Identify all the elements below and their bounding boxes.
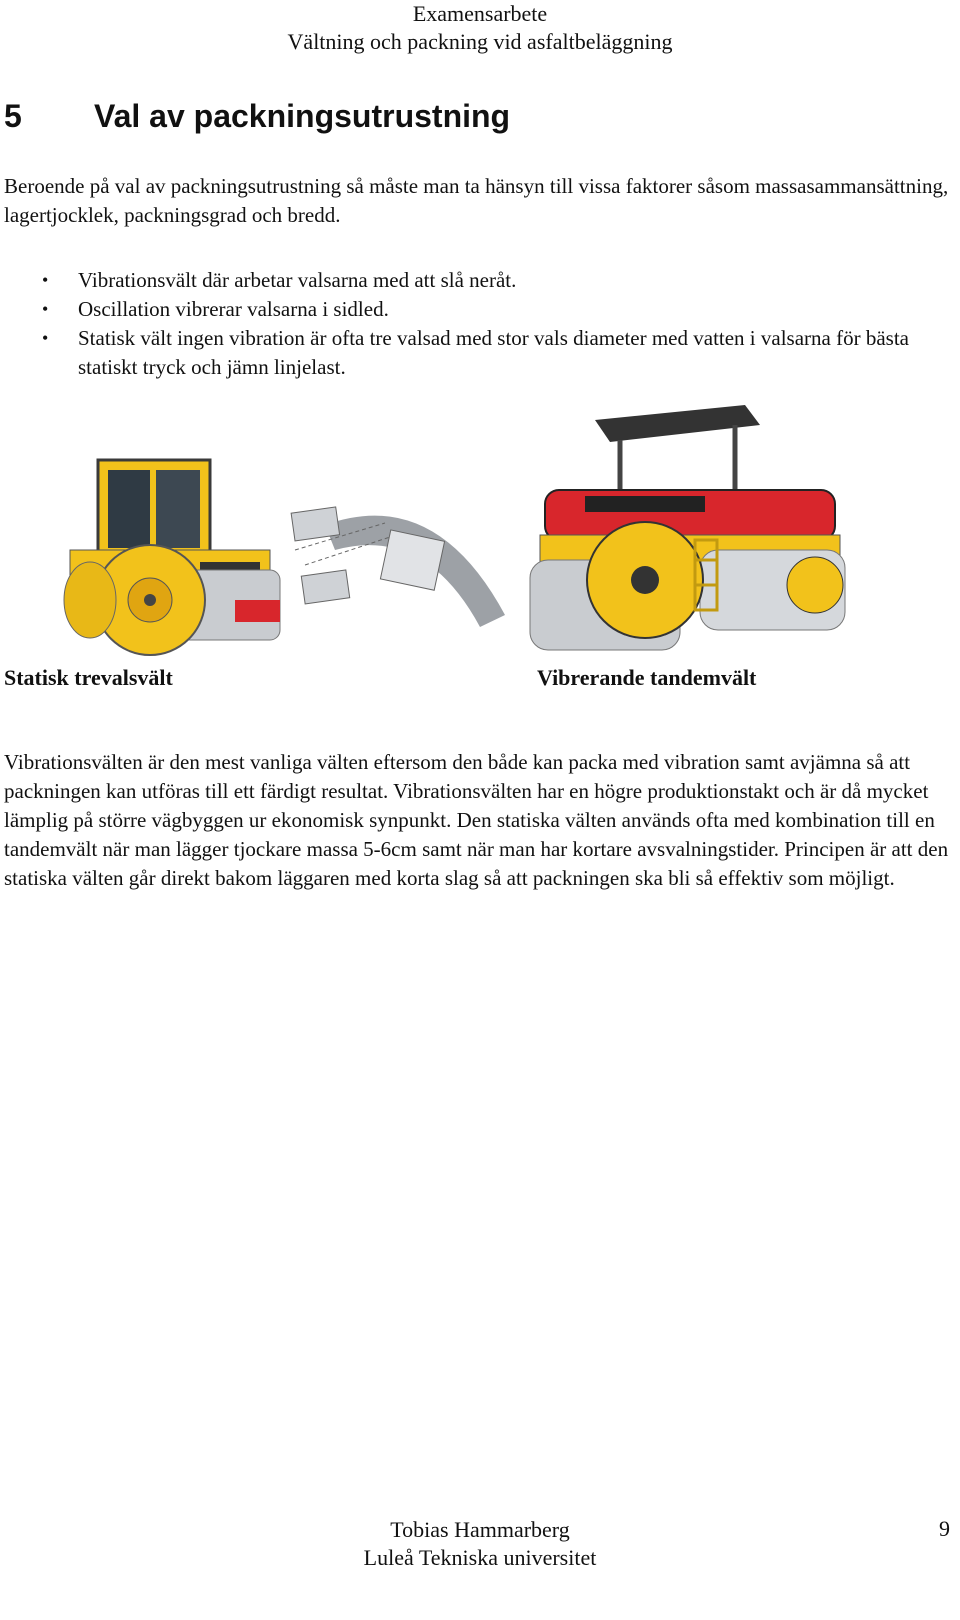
caption-tandem-roller: Vibrerande tandemvält xyxy=(537,665,757,690)
page-number: 9 xyxy=(939,1516,950,1541)
caption-static-roller: Statisk trevalsvält xyxy=(4,665,173,690)
footer-university: Luleå Tekniska universitet xyxy=(363,1545,597,1570)
bullet-icon: • xyxy=(42,270,49,290)
intro-paragraph: Beroende på val av packningsutrustning så måste man ta hänsyn till vissa faktorer såsom massasammansättning, lagertjocklek, packningsgrad och bredd. xyxy=(4,174,949,227)
section-title: Val av packningsutrustning xyxy=(94,98,511,134)
header-title: Examensarbete xyxy=(412,1,548,26)
section-number: 5 xyxy=(4,98,22,134)
footer-author: Tobias Hammarberg xyxy=(390,1517,570,1542)
bullet-list xyxy=(40,266,940,382)
body-paragraph: Vibrationsvälten är den mest vanliga välten eftersom den både kan packa med vibration samt avjämna så att packningen kan utföras till ett färdigt resultat. Vibrationsvälten har en högre produktionstakt och är då mycket lämplig på större vägbyggen ur ekonomisk synpunkt. Den statiska välten används ofta med kombination till en tandemvält när man lägger tjockare massa 5-6cm samt när man har kortare avsvalningstider. Principen är att den statiska välten går direkt bakom läggaren med korta slag så att packningen ska bli så effektiv som möjligt. xyxy=(4,750,949,890)
static-roller-image xyxy=(50,450,290,660)
bullet-item: • Vibrationsvält där arbetar valsarna med att slå neråt. xyxy=(40,266,940,295)
bullet-icon: • xyxy=(42,328,49,348)
section-heading xyxy=(4,96,510,136)
bullet-item: • Oscillation vibrerar valsarna i sidled. xyxy=(40,295,940,324)
tandem-roller-image xyxy=(525,400,855,662)
bullet-icon: • xyxy=(42,299,49,319)
header-subtitle: Vältning och packning vid asfaltbeläggning xyxy=(287,29,673,54)
oscillation-diagram xyxy=(285,495,515,635)
bullet-item: • Statisk vält ingen vibration är ofta tre valsad med stor vals diameter med vatten i valsarna för bästa statiskt tryck och jämn linjelast. xyxy=(42,326,909,379)
